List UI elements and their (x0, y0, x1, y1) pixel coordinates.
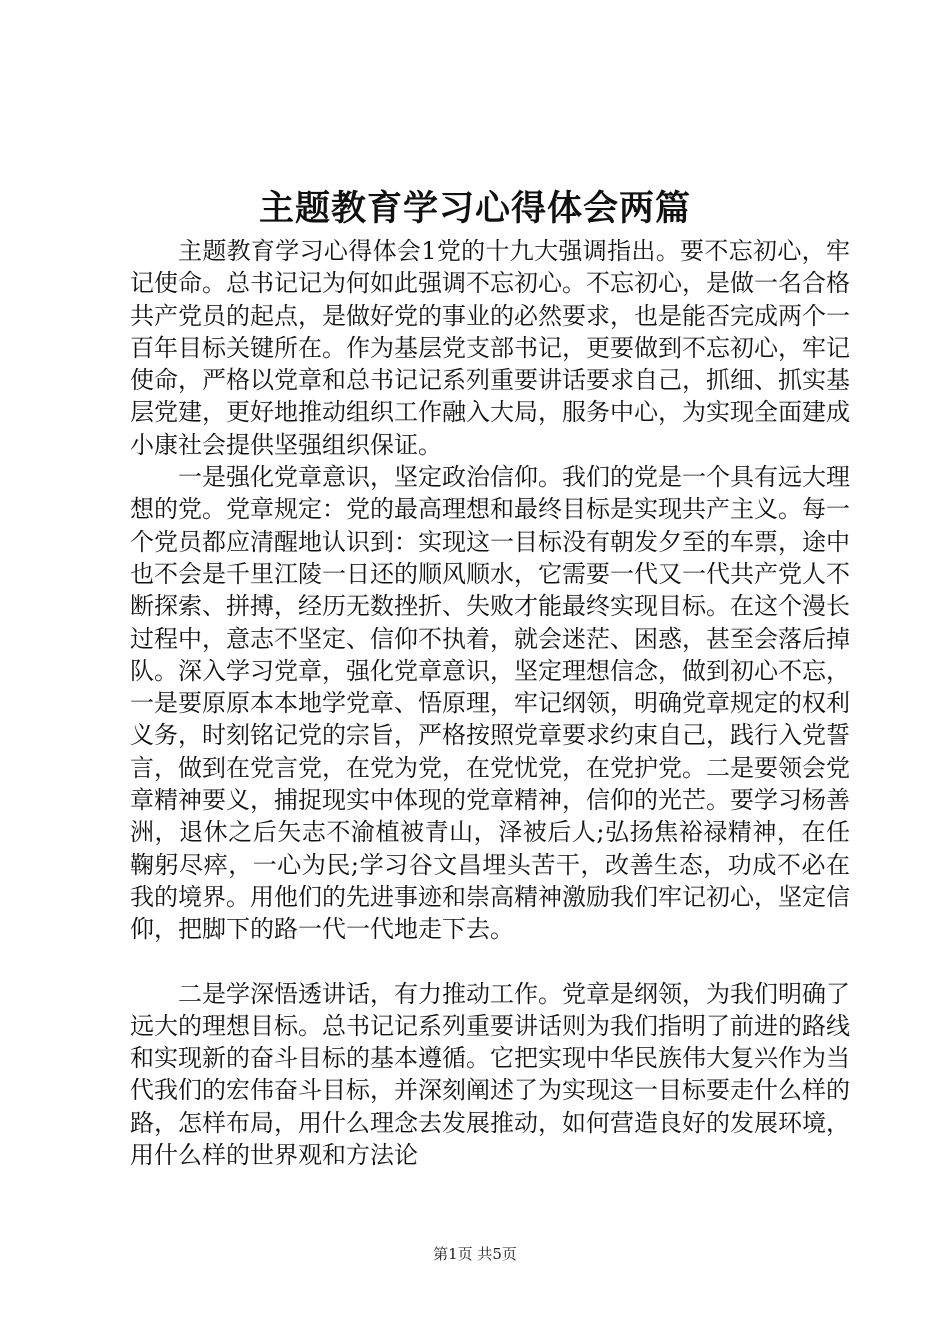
document-title: 主题教育学习心得体会两篇 (258, 188, 691, 229)
paragraph-point-one: 一是强化党章意识，坚定政治信仰。我们的党是一个具有远大理想的党。党章规定：党的最高理想和最终目标是实现共产主义。每一个党员都应清醒地认识到：实现这一目标没有朝发夕至的车票，途中也不会是千里江陵一日还的顺风顺水，它需要一代又一代共产党人不断探索、拼搏，经历无数挫折、失败才能最终实现目标。在这个漫长过程中，意志不坚定、信仰不执着，就会迷茫、困惑，甚至会落后掉队。深入学习党章，强化党章意识，坚定理想信念，做到初心不忘，一是要原原本本地学党章、悟原理，牢记纲领，明确党章规定的权利义务，时刻铭记党的宗旨，严格按照党章要求约束自己，践行入党誓言，做到在党言党，在党为党，在党忧党，在党护党。二是要领会党章精神要义，捕捉现实中体现的党章精神，信仰的光芒。要学习杨善洲，退休之后矢志不渝植被青山，泽被后人;弘扬焦裕禄精神，在任鞠躬尽瘁，一心为民;学习谷文昌埋头苦干，改善生态，功成不必在我的境界。用他们的先进事迹和崇高精神激励我们牢记初心，坚定信仰，把脚下的路一代一代地走下去。 (130, 463, 850, 944)
page-number-footer: 第1页 共5页 (433, 1245, 517, 1263)
paragraph-intro: 主题教育学习心得体会1党的十九大强调指出。要不忘初心，牢记使命。总书记记为何如此强调不忘初心。不忘初心，是做一名合格共产党员的起点，是做好党的事业的必然要求，也是能否完成两个一百年目标关键所在。作为基层党支部书记，更要做到不忘初心，牢记使命，严格以党章和总书记记系列重要讲话要求自己，抓细、抓实基层党建，更好地推动组织工作融入大局，服务中心，为实现全面建成小康社会提供坚强组织保证。 (130, 237, 850, 459)
paragraph-point-two: 二是学深悟透讲话，有力推动工作。党章是纲领，为我们明确了远大的理想目标。总书记记系列重要讲话则为我们指明了前进的路线和实现新的奋斗目标的基本遵循。它把实现中华民族伟大复兴作为当代我们的宏伟奋斗目标，并深刻阐述了为实现这一目标要走什么样的路，怎样布局，用什么理念去发展推动，如何营造良好的发展环境，用什么样的世界观和方法论 (130, 979, 850, 1170)
document-body (130, 235, 850, 1171)
